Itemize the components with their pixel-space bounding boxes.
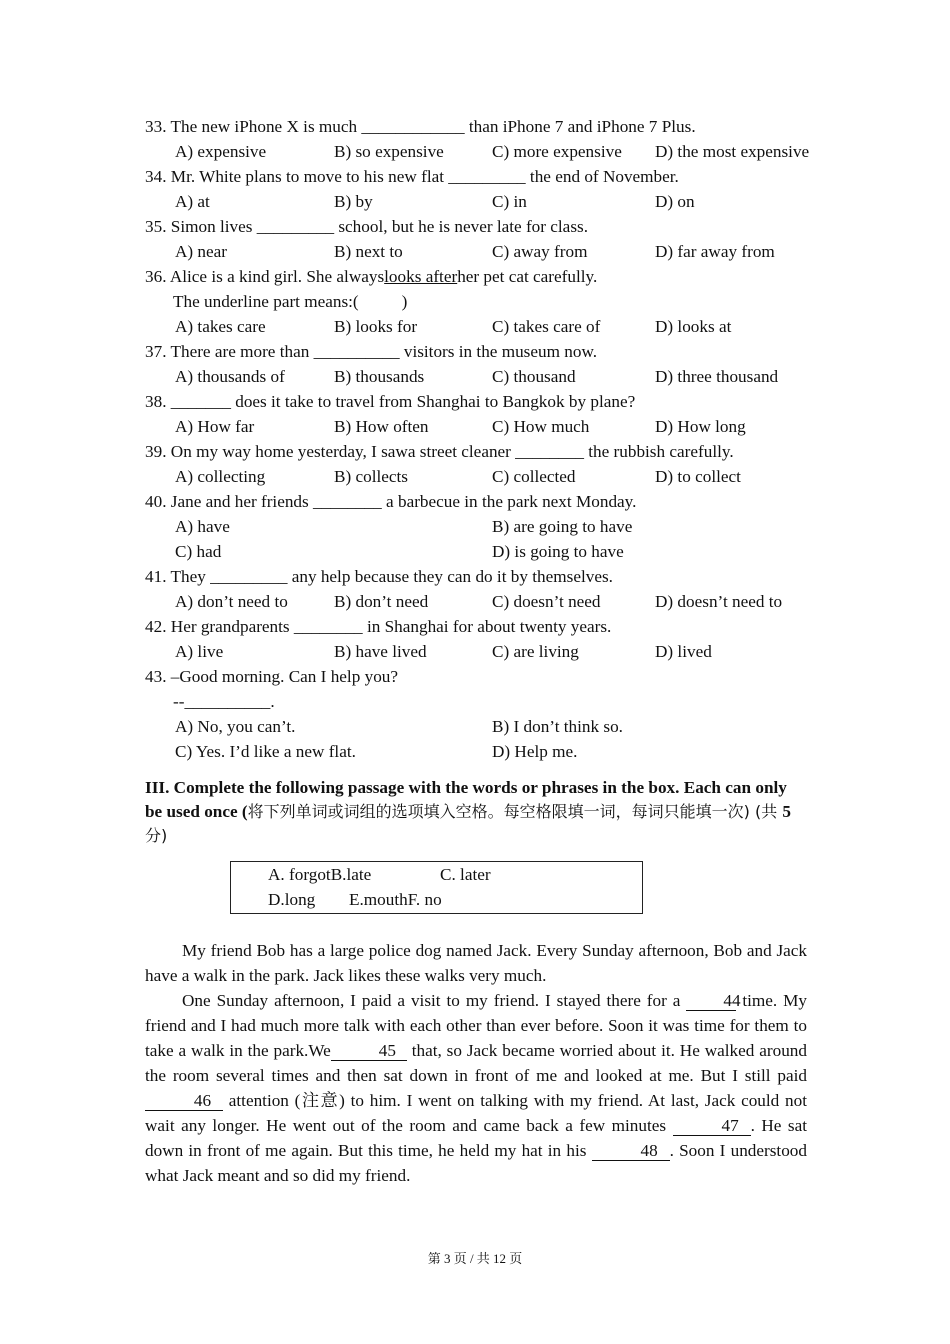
option-d: D) to collect [655, 467, 741, 486]
passage-paragraph-2: One Sunday afternoon, I paid a visit to my friend. I stayed there for a 44 time. My friend and I had much more talk with each other than ever before. Soon it was time for them to take a walk in the park.We 45 that, so Jack became worried about it. He walked around the room several times and then sat down in front of me and looked at me. But I still paid 46 attention (注意) to him. I went on talking with my friend. At last, Jack could not wait any longer. He went out of the room and came back a few minutes 47 . He sat down in front of me again. But this time, he held my hat in his 48 . Soon I understood what Jack meant and so did my friend. [145, 991, 807, 1185]
option-a: A) live [175, 642, 224, 661]
blank-46[interactable]: 46 [145, 1091, 223, 1111]
option-b: B) collects [334, 467, 408, 486]
option-b: B) next to [334, 242, 403, 261]
option-a: A) don’t need to [175, 592, 288, 611]
question-40-stem: 40. Jane and her friends ________ a barbecue in the park next Monday. [145, 492, 637, 511]
blank-48[interactable]: 48 [592, 1141, 670, 1161]
question-34-stem: 34. Mr. White plans to move to his new flat _________ the end of November. [145, 167, 679, 186]
option-d: D) is going to have [492, 542, 624, 561]
blank-45[interactable]: 45 [331, 1041, 407, 1061]
option-c: C) are living [492, 642, 579, 661]
option-b: B) thousands [334, 367, 425, 386]
option-c: C) collected [492, 467, 576, 486]
question-43-stem: 43. –Good morning. Can I help you? [145, 667, 399, 686]
option-d: D) How long [655, 417, 746, 436]
question-37-stem: 37. There are more than __________ visitors in the museum now. [145, 342, 598, 361]
option-c: C) more expensive [492, 142, 622, 161]
option-b: B) so expensive [334, 142, 444, 161]
option-c: C) doesn’t need [492, 592, 601, 611]
option-c: C) away from [492, 242, 588, 261]
option-d: D) far away from [655, 242, 775, 261]
blank-47[interactable]: 47 [673, 1116, 751, 1136]
option-b: B) have lived [334, 642, 427, 661]
word-box-item: A. forgotB.late [268, 865, 372, 884]
option-b: B) by [334, 192, 373, 211]
option-d: D) on [655, 192, 695, 211]
word-box-item: D.long [268, 890, 316, 909]
option-a: A) near [175, 242, 228, 261]
option-b: B) looks for [334, 317, 418, 336]
question-36-stem: 36. Alice is a kind girl. She alwayslooks afterher pet cat carefully. [145, 267, 598, 286]
question-42-stem: 42. Her grandparents ________ in Shanghai for about twenty years. [145, 617, 612, 636]
option-d: D) Help me. [492, 742, 578, 761]
option-a: A) thousands of [175, 367, 285, 386]
option-d: D) lived [655, 642, 712, 661]
blank-44[interactable]: 44 [686, 991, 736, 1011]
question-33-stem: 33. The new iPhone X is much ____________ than iPhone 7 and iPhone 7 Plus. [145, 117, 696, 136]
section-heading: III. Complete the following passage with the words or phrases in the box. Each can only be used once (将下列单词或词组的选项填入空格。每空格限填一词，每词只能填一次) (共 5 分) [145, 778, 791, 845]
option-d: D) looks at [655, 317, 732, 336]
option-a: A) have [175, 517, 230, 536]
option-d: D) three thousand [655, 367, 779, 386]
underlined-phrase: looks after [384, 267, 458, 286]
option-a: A) takes care [175, 317, 266, 336]
option-b: B) How often [334, 417, 429, 436]
option-c: C) How much [492, 417, 590, 436]
word-box-item: E.mouthF. no [349, 890, 442, 909]
option-a: A) collecting [175, 467, 266, 486]
option-b: B) are going to have [492, 517, 633, 536]
word-box-item: C. later [440, 865, 491, 884]
option-b: B) don’t need [334, 592, 429, 611]
option-c: C) had [175, 542, 222, 561]
option-c: C) takes care of [492, 317, 601, 336]
option-a: A) How far [175, 417, 255, 436]
page-footer: 第 3 页 / 共 12 页 [427, 1251, 523, 1266]
question-38-stem: 38. _______ does it take to travel from Shanghai to Bangkok by plane? [145, 392, 636, 411]
question-36-sub: The underline part means:( ) [173, 292, 408, 311]
option-b: B) I don’t think so. [492, 717, 623, 736]
question-39-stem: 39. On my way home yesterday, I sawa street cleaner ________ the rubbish carefully. [145, 442, 734, 461]
question-41-stem: 41. They _________ any help because they can do it by themselves. [145, 567, 613, 586]
option-a: A) at [175, 192, 210, 211]
option-c: C) in [492, 192, 527, 211]
option-d: D) doesn’t need to [655, 592, 783, 611]
word-box [230, 861, 643, 914]
question-35-stem: 35. Simon lives _________ school, but he is never late for class. [145, 217, 588, 236]
option-c: C) Yes. I’d like a new flat. [175, 742, 356, 761]
option-d: D) the most expensive [655, 142, 810, 161]
option-a: A) No, you can’t. [175, 717, 296, 736]
question-43-sub: --__________. [173, 692, 275, 711]
passage-paragraph-1: My friend Bob has a large police dog named Jack. Every Sunday afternoon, Bob and Jack have a walk in the park. Jack likes these walks very much. [145, 941, 807, 985]
option-c: C) thousand [492, 367, 576, 386]
option-a: A) expensive [175, 142, 267, 161]
